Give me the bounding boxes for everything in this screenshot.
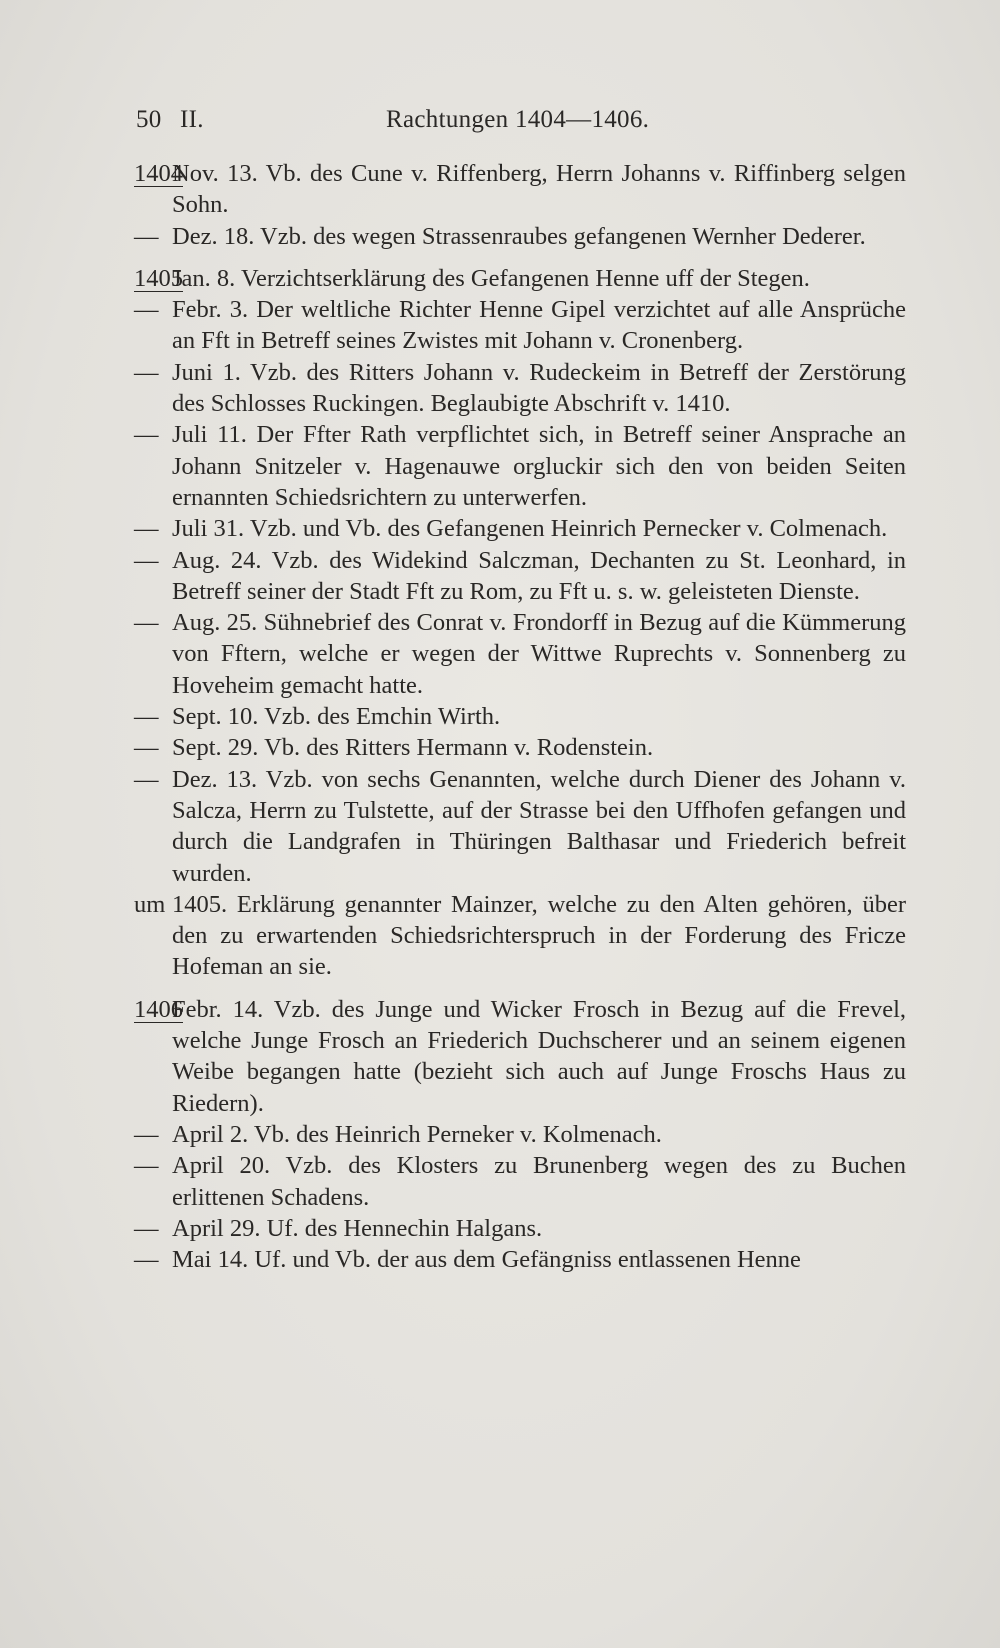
dash-marker: —: [134, 421, 159, 449]
dash-marker: —: [134, 296, 159, 324]
entry-text: April 2. Vb. des Heinrich Perneker v. Kolmenach.: [172, 1120, 662, 1148]
list-item: [134, 419, 906, 513]
year-marker: 1405: [134, 264, 183, 292]
list-item: [134, 357, 906, 420]
list-item: [134, 158, 906, 221]
dash-marker: —: [134, 1152, 159, 1180]
entry-text: Sept. 10. Vzb. des Emchin Wirth.: [172, 703, 501, 731]
entry-text: Mai 14. Uf. und Vb. der aus dem Gefängniss entlassenen Henne: [172, 1246, 801, 1274]
entry-text: April 29. Uf. des Hennechin Halgans.: [172, 1214, 543, 1242]
entry-text: Aug. 25. Sühnebrief des Conrat v. Frondorff in Bezug auf die Kümmerung von Fftern, welche er wegen der Wittwe Ruprechts v. Sonnenberg zu Hoveheim gemacht hatte.: [172, 609, 906, 699]
section-number: II.: [180, 106, 204, 133]
list-item: [134, 1244, 906, 1275]
dash-marker: —: [134, 1120, 159, 1148]
dash-marker: —: [134, 609, 159, 637]
entry-text: Dez. 13. Vzb. von sechs Genannten, welche durch Diener des Johann v. Salcza, Herrn zu Tulstette, auf der Strasse bei den Uffhofen gefangen und durch die Landgrafen in Thüringen Balthasar und Friederich befreit wurden.: [172, 765, 906, 887]
dash-marker: —: [134, 358, 159, 386]
year-marker: 1406: [134, 995, 183, 1023]
list-item: [134, 1119, 906, 1150]
entry-text: Juni 1. Vzb. des Ritters Johann v. Rudeckeim in Betreff der Zerstörung des Schlosses Ruckingen. Beglaubigte Abschrift v. 1410.: [172, 358, 906, 418]
list-item: [134, 513, 906, 544]
entry-text: Juli 31. Vzb. und Vb. des Gefangenen Heinrich Pernecker v. Colmenach.: [172, 515, 888, 543]
list-item: [134, 1150, 906, 1213]
list-item: [134, 294, 906, 357]
entry-text: Juli 11. Der Ffter Rath verpflichtet sich, in Betreff seiner Ansprache an Johann Snitzeler v. Hagenauwe orgluckir sich den von beiden Seiten ernannten Schiedsrichtern zu unterwerfen.: [172, 421, 906, 511]
entry-text: Febr. 14. Vzb. des Junge und Wicker Frosch in Bezug auf die Frevel, welche Junge Frosch an Friederich Duchscherer und an seinem eigenen Weibe begangen hatte (bezieht sich auch auf Junge Froschs Haus zu Riedern).: [172, 995, 906, 1117]
list-item: [134, 732, 906, 763]
dash-marker: —: [134, 765, 159, 793]
list-item: [134, 994, 906, 1119]
list-item: [134, 889, 906, 983]
list-item: [134, 1213, 906, 1244]
list-item: [134, 764, 906, 889]
entry-text: Dez. 18. Vzb. des wegen Strassenraubes gefangenen Wernher Dederer.: [172, 222, 866, 250]
running-header: [136, 106, 906, 142]
dash-marker: —: [134, 222, 159, 250]
dash-marker: —: [134, 703, 159, 731]
um-marker: um: [134, 890, 166, 918]
entry-text: Febr. 3. Der weltliche Richter Henne Gipel verzichtet auf alle Ansprüche an Fft in Betreff seines Zwistes mit Johann v. Cronenberg.: [172, 296, 906, 355]
year-marker: 1404: [134, 160, 183, 187]
list-item: [134, 263, 906, 294]
entry-text: Sept. 29. Vb. des Ritters Hermann v. Rodenstein.: [172, 734, 654, 762]
running-title: Rachtungen 1404—1406.: [386, 106, 650, 133]
dash-marker: —: [134, 1214, 159, 1242]
entry-text: Nov. 13. Vb. des Cune v. Riffenberg, Herrn Johanns v. Riffinberg selgen Sohn.: [172, 160, 906, 219]
entry-text: April 20. Vzb. des Klosters zu Brunenberg wegen des zu Buchen erlittenen Schadens.: [172, 1152, 906, 1211]
dash-marker: —: [134, 515, 159, 543]
list-item: [134, 701, 906, 732]
dash-marker: —: [134, 1246, 159, 1274]
entry-text: Jan. 8. Verzichtserklärung des Gefangenen Henne uff der Stegen.: [172, 264, 810, 292]
list-item: [134, 221, 906, 252]
entry-list: [134, 158, 906, 1275]
entry-text: Aug. 24. Vzb. des Widekind Salczman, Dechanten zu St. Leonhard, in Betreff seiner der Stadt Fft zu Rom, zu Fft u. s. w. geleisteten Dienste.: [172, 546, 906, 605]
dash-marker: —: [134, 734, 159, 762]
entry-text: 1405. Erklärung genannter Mainzer, welche zu den Alten gehören, über den zu erwartenden Schiedsrichterspruch in der Forderung des Fricze Hofeman an sie.: [172, 890, 906, 981]
list-item: [134, 607, 906, 701]
page-number: 50: [136, 106, 162, 133]
list-item: [134, 545, 906, 608]
dash-marker: —: [134, 546, 159, 574]
